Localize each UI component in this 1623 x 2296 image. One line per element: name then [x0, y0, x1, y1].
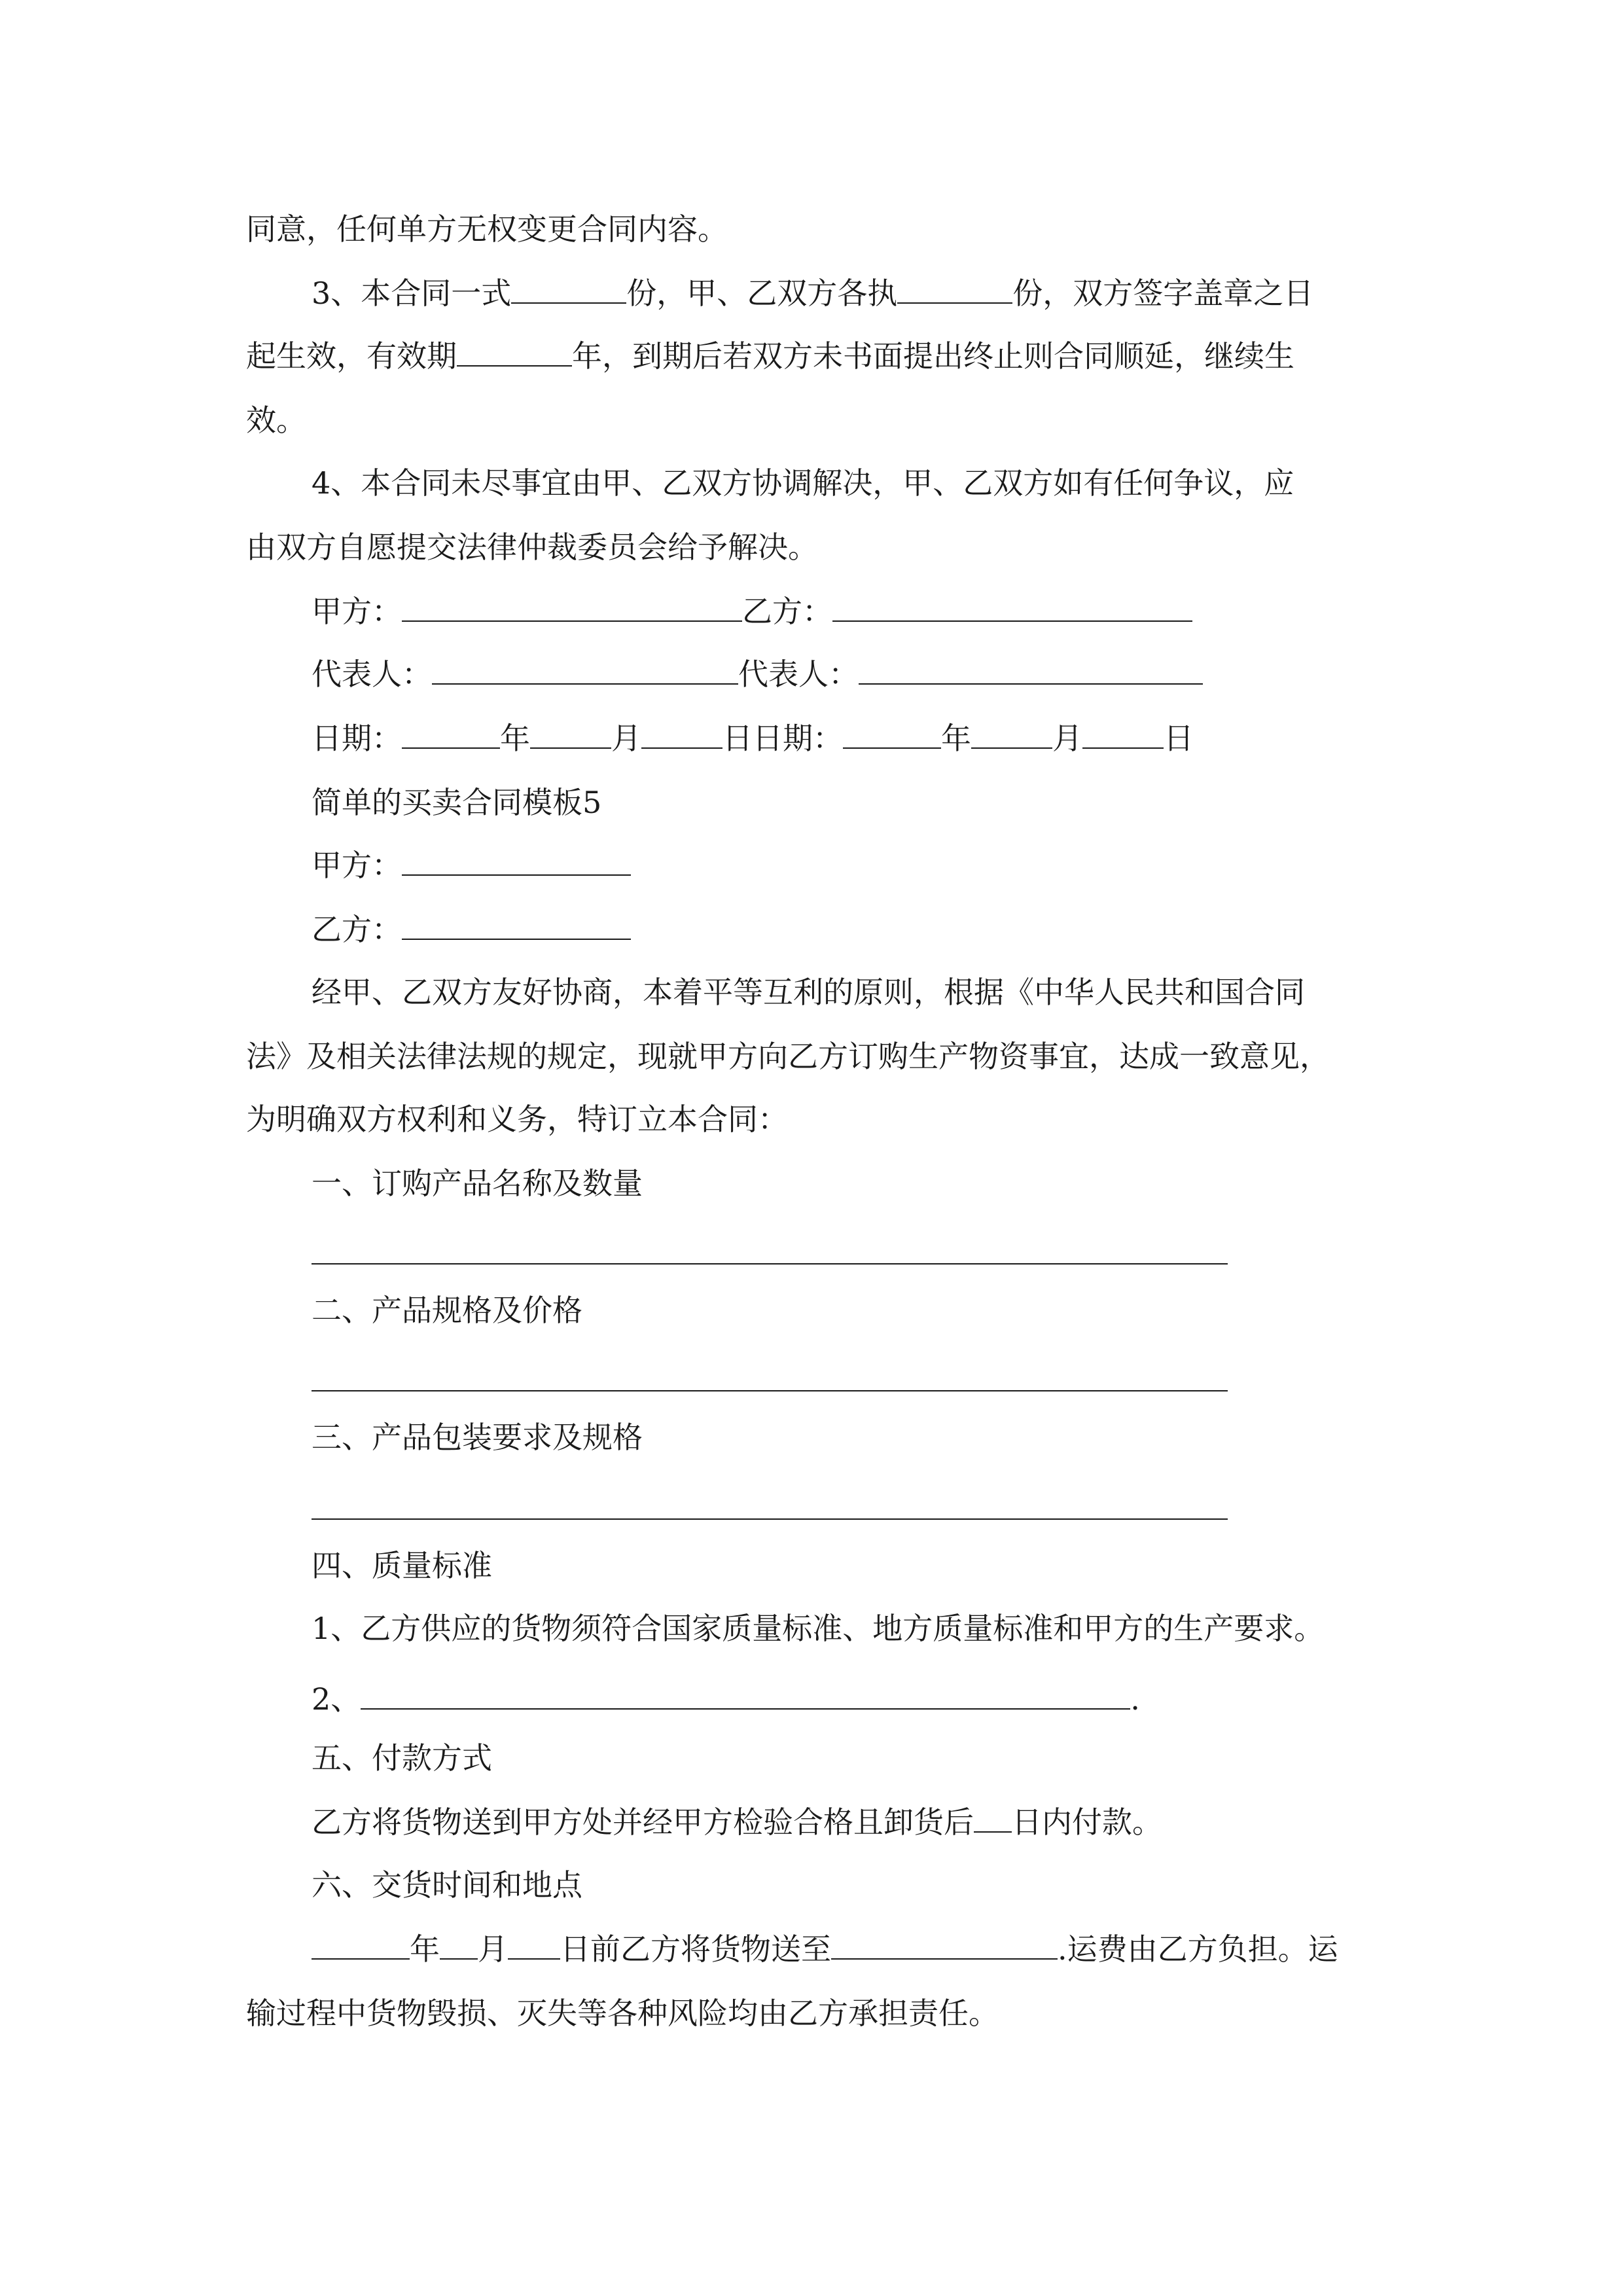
quality-item-2 — [312, 1679, 1450, 1719]
clause-3-line-3: 效。 — [246, 403, 306, 438]
delivery-line-2: 输过程中货物毁损、灭失等各种风险均由乙方承担责任。 — [246, 1996, 999, 2031]
section-1-heading: 一、订购产品名称及数量 — [312, 1166, 643, 1201]
header-party-a-row — [312, 846, 1450, 885]
section-2-heading: 二、产品规格及价格 — [312, 1293, 582, 1328]
delivery-year-label: 年 — [410, 1931, 440, 1967]
clause-3-mid-2: 份，双方签字盖章之日 — [1012, 276, 1314, 311]
quality-item-2-suffix: . — [1130, 1681, 1140, 1717]
date-b-day-blank[interactable] — [1082, 719, 1164, 749]
party-b-label: 乙方： — [742, 594, 832, 629]
delivery-month-label: 月 — [478, 1931, 508, 1967]
header-party-a-label: 甲方： — [312, 848, 402, 883]
header-party-b-label: 乙方： — [312, 912, 402, 947]
signature-rep-row — [312, 655, 1450, 694]
date-a-year-blank[interactable] — [402, 719, 500, 749]
section-1-fill-line[interactable] — [312, 1263, 1228, 1265]
party-a-label: 甲方： — [312, 594, 402, 629]
copies-each-blank[interactable] — [897, 274, 1012, 304]
payment-days-blank[interactable] — [974, 1803, 1012, 1833]
copies-total-blank[interactable] — [511, 274, 626, 304]
payment-text-b: 日内付款。 — [1012, 1804, 1162, 1840]
header-party-b-blank[interactable] — [402, 910, 631, 940]
party-a-signature-blank[interactable] — [402, 592, 742, 622]
delivery-line-1 — [312, 1929, 1450, 1969]
clause-3-line-1 — [312, 274, 1450, 313]
preamble-line-3: 为明确双方权利和义务，特订立本合同： — [246, 1102, 788, 1137]
date-a-month-blank[interactable] — [530, 719, 611, 749]
date-b-label: 日日期： — [722, 721, 843, 756]
delivery-mid-text: 日前乙方将货物送至 — [560, 1931, 831, 1967]
section-5-heading: 五、付款方式 — [312, 1740, 492, 1776]
date-a-month-label: 月 — [611, 721, 641, 756]
payment-text-a: 乙方将货物送到甲方处并经甲方检验合格且卸货后 — [312, 1804, 974, 1840]
rep-a-blank[interactable] — [432, 655, 738, 685]
date-a-year-label: 年 — [500, 721, 530, 756]
clause-4-line-1: 4、本合同未尽事宜由甲、乙双方协调解决，甲、乙双方如有任何争议，应 — [312, 465, 1294, 501]
section-3-heading: 三、产品包装要求及规格 — [312, 1420, 643, 1455]
party-b-signature-blank[interactable] — [832, 592, 1192, 622]
delivery-day-blank[interactable] — [508, 1929, 560, 1960]
clause-3-prefix: 3、本合同一式 — [312, 276, 512, 311]
header-party-b-row — [312, 910, 1450, 949]
delivery-year-blank[interactable] — [312, 1929, 410, 1960]
clause-3-renewal-text: 年，到期后若双方未书面提出终止则合同顺延，继续生 — [572, 338, 1294, 374]
preamble-line-1: 经甲、乙双方友好协商，本着平等互利的原则，根据《中华人民共和国合同 — [312, 975, 1305, 1010]
rep-b-label: 代表人： — [738, 656, 859, 692]
clause-3-mid-1: 份，甲、乙双方各执 — [626, 276, 898, 311]
date-b-year-blank[interactable] — [843, 719, 941, 749]
section-6-heading: 六、交货时间和地点 — [312, 1867, 582, 1903]
quality-item-1: 1、乙方供应的货物须符合国家质量标准、地方质量标准和甲方的生产要求。 — [312, 1611, 1325, 1646]
section-4-heading: 四、质量标准 — [312, 1548, 492, 1583]
date-b-year-label: 年 — [941, 721, 971, 756]
date-b-month-blank[interactable] — [971, 719, 1052, 749]
validity-years-blank[interactable] — [457, 336, 572, 367]
section-3-fill-line[interactable] — [312, 1518, 1228, 1520]
preamble-line-2: 法》及相关法律法规的规定，现就甲方向乙方订购生产物资事宜，达成一致意见， — [246, 1039, 1330, 1074]
payment-text — [312, 1803, 1450, 1842]
clause-2-tail: 同意，任何单方无权变更合同内容。 — [246, 211, 728, 247]
clause-4-line-2: 由双方自愿提交法律仲裁委员会给予解决。 — [246, 529, 818, 565]
header-party-a-blank[interactable] — [402, 846, 631, 876]
template-title: 简单的买卖合同模板5 — [312, 785, 602, 820]
section-2-fill-line[interactable] — [312, 1390, 1228, 1391]
delivery-month-blank[interactable] — [440, 1929, 478, 1960]
quality-item-2-prefix: 2、 — [312, 1681, 361, 1717]
signature-party-row — [312, 592, 1450, 631]
signature-date-row — [312, 719, 1450, 758]
date-a-label: 日期： — [312, 721, 402, 756]
rep-b-blank[interactable] — [859, 655, 1203, 685]
date-a-day-blank[interactable] — [641, 719, 722, 749]
clause-3-line-2 — [246, 336, 1385, 376]
date-b-day-label: 日 — [1164, 721, 1194, 756]
rep-a-label: 代表人： — [312, 656, 432, 692]
date-b-month-label: 月 — [1052, 721, 1082, 756]
delivery-tail-text: .运费由乙方负担。运 — [1058, 1931, 1338, 1967]
quality-item-2-blank[interactable] — [361, 1679, 1130, 1710]
delivery-place-blank[interactable] — [831, 1929, 1058, 1960]
clause-3-validity-label: 起生效，有效期 — [246, 338, 457, 374]
